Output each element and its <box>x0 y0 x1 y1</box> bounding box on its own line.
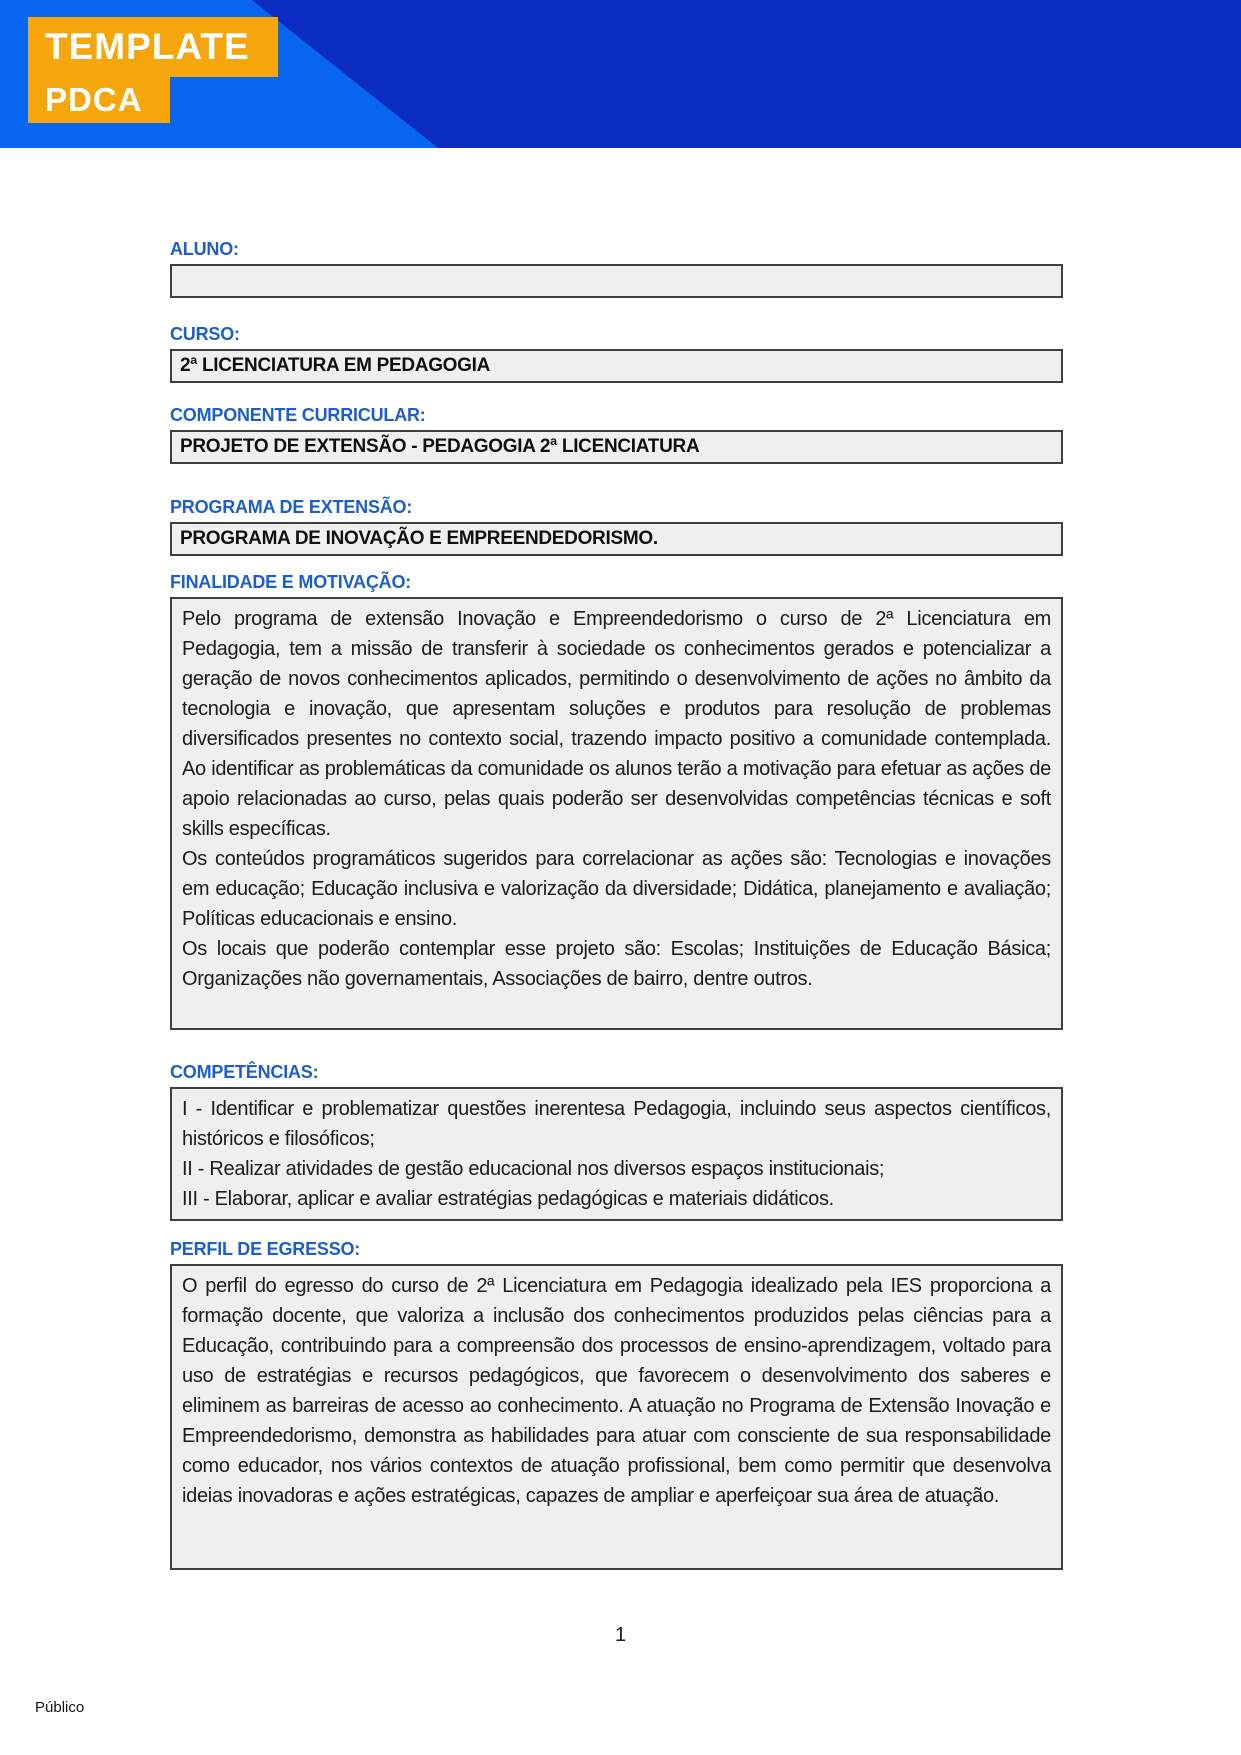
programa-extensao-label: PROGRAMA DE EXTENSÃO: <box>170 497 413 517</box>
page-number: 1 <box>614 1624 627 1646</box>
competencia-item: I - Identificar e problematizar questões inerentesa Pedagogia, incluindo seus aspectos científicos, históricos e filosóficos; <box>182 1098 1051 1150</box>
programa-extensao-value-box: PROGRAMA DE INOVAÇÃO E EMPREENDEDORISMO. <box>170 522 1063 556</box>
perfil-egresso-text-box <box>170 1264 1063 1570</box>
finalidade-motivacao-label: FINALIDADE E MOTIVAÇÃO: <box>170 572 412 592</box>
finalidade-paragraph: Pelo programa de extensão Inovação e Empreendedorismo o curso de 2ª Licenciatura em Pedagogia, tem a missão de transferir à sociedade os conhecimentos gerados e potencializar a geração de novos conhecimentos aplicados, permitindo o desenvolvimento de ações no âmbito da tecnologia e inovação, que apresentam soluções e produtos para resolução de problemas diversificados presentes no contexto social, trazendo impacto positivo a comunidade contemplada. Ao identificar as problemáticas da comunidade os alunos terão a motivação para efetuar as ações de apoio relacionadas ao curso, pelas quais poderão ser desenvolvidas competências técnicas e soft skills específicas. <box>182 608 1051 840</box>
curso-label: CURSO: <box>170 324 240 344</box>
logo-box-top <box>28 17 278 77</box>
section-competencias <box>170 1061 1063 1221</box>
componente-curricular-value-box: PROJETO DE EXTENSÃO - PEDAGOGIA 2ª LICENCIATURA <box>170 430 1063 464</box>
logo-line1: TEMPLATE <box>45 26 250 67</box>
section-curso <box>170 323 1063 383</box>
classification-label: Público <box>35 1699 85 1716</box>
competencias-text-box <box>170 1087 1063 1221</box>
curso-value-box: 2ª LICENCIATURA EM PEDAGOGIA <box>170 349 1063 383</box>
section-componente-curricular <box>170 404 1063 464</box>
finalidade-paragraph: Os conteúdos programáticos sugeridos para correlacionar as ações são: Tecnologias e inovações em educação; Educação inclusiva e valorização da diversidade; Didática, planejamento e avaliação; Políticas educacionais e ensino. <box>182 848 1051 930</box>
logo-line2: PDCA <box>45 81 143 118</box>
competencia-item: II - Realizar atividades de gestão educacional nos diversos espaços institucionais; <box>182 1158 885 1180</box>
competencia-item: III - Elaborar, aplicar e avaliar estratégias pedagógicas e materiais didáticos. <box>182 1188 834 1210</box>
aluno-label: ALUNO: <box>170 239 239 259</box>
componente-curricular-label: COMPONENTE CURRICULAR: <box>170 405 426 425</box>
section-perfil-egresso <box>170 1238 1063 1570</box>
template-pdca-logo <box>28 17 278 123</box>
competencias-label: COMPETÊNCIAS: <box>170 1062 319 1082</box>
section-finalidade-motivacao <box>170 571 1063 1030</box>
perfil-egresso-label: PERFIL DE EGRESSO: <box>170 1239 361 1259</box>
aluno-input-box[interactable] <box>170 264 1063 298</box>
perfil-paragraph: O perfil do egresso do curso de 2ª Licenciatura em Pedagogia idealizado pela IES proporciona a formação docente, que valoriza a inclusão dos conhecimentos produzidos pelas ciências para a Educação, contribuindo para a compreensão dos processos de ensino-aprendizagem, voltado para uso de estratégias e recursos pedagógicos, que favorecem o desenvolvimento dos saberes e eliminem as barreiras de acesso ao conhecimento. A atuação no Programa de Extensão Inovação e Empreendedorismo, demonstra as habilidades para atuar com consciente de sua responsabilidade como educador, nos vários contextos de atuação profissional, bem como permitir que desenvolva ideias inovadoras e ações estratégicas, capazes de ampliar e aperfeiçoar sua área de atuação. <box>182 1275 1051 1507</box>
section-programa-extensao <box>170 496 1063 556</box>
header-banner <box>0 0 1241 148</box>
finalidade-paragraph: Os locais que poderão contemplar esse projeto são: Escolas; Instituições de Educação Básica; Organizações não governamentais, Associações de bairro, dentre outros. <box>182 938 1051 990</box>
logo-box-bottom <box>28 77 170 123</box>
section-aluno <box>170 238 1063 298</box>
finalidade-motivacao-text-box <box>170 597 1063 1030</box>
